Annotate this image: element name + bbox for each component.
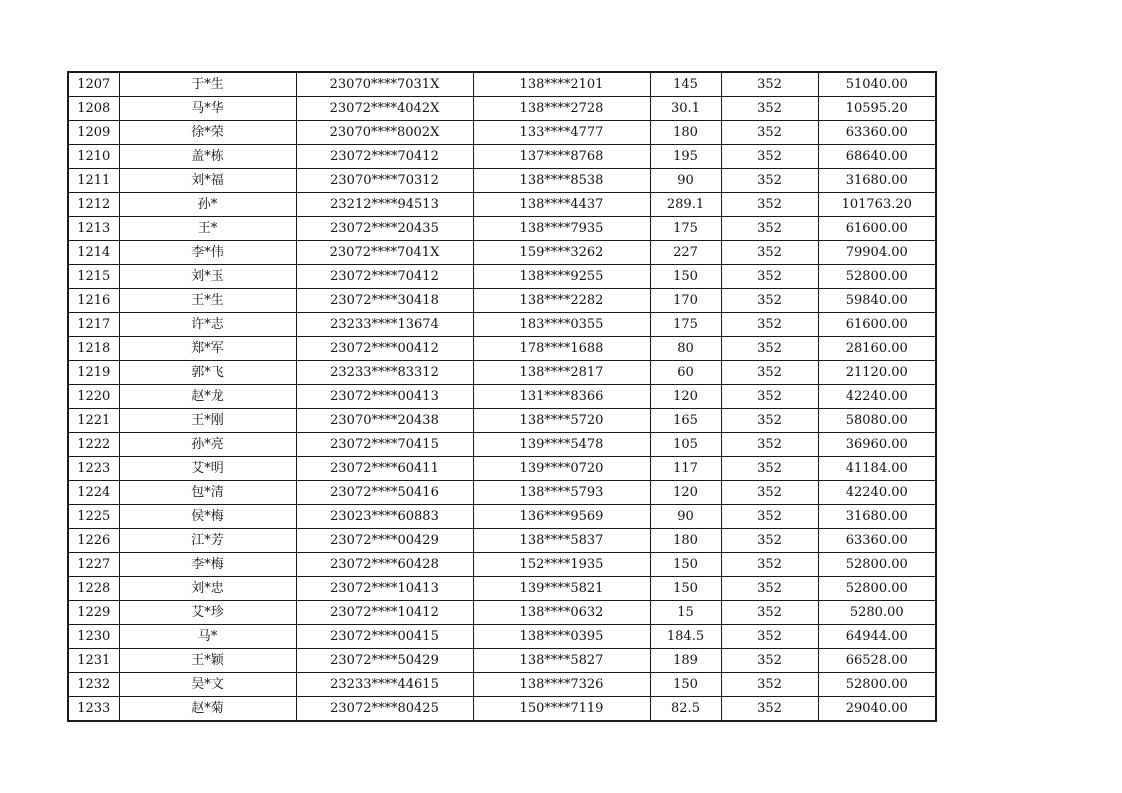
table-row [68,241,936,265]
amount-cell: 31680.00 [818,169,936,193]
unit-price-cell: 352 [721,697,818,722]
row-number-cell: 1227 [68,553,119,577]
id-number-cell: 23072****30418 [296,289,473,313]
row-number-cell: 1221 [68,409,119,433]
row-number-cell: 1222 [68,433,119,457]
name-cell: 王*颖 [119,649,296,673]
unit-price-cell: 352 [721,577,818,601]
name-cell: 刘*玉 [119,265,296,289]
name-cell: 包*清 [119,481,296,505]
data-table [67,71,937,722]
quantity-cell: 117 [650,457,721,481]
unit-price-cell: 352 [721,241,818,265]
unit-price-cell: 352 [721,97,818,121]
phone-cell: 138****5837 [473,529,650,553]
row-number-cell: 1229 [68,601,119,625]
phone-cell: 139****5478 [473,433,650,457]
amount-cell: 42240.00 [818,385,936,409]
row-number-cell: 1216 [68,289,119,313]
table-row [68,673,936,697]
table-row [68,265,936,289]
amount-cell: 68640.00 [818,145,936,169]
id-number-cell: 23072****10413 [296,577,473,601]
name-cell: 郭*飞 [119,361,296,385]
amount-cell: 64944.00 [818,625,936,649]
quantity-cell: 175 [650,313,721,337]
id-number-cell: 23072****00429 [296,529,473,553]
name-cell: 孙* [119,193,296,217]
table-row [68,72,936,97]
name-cell: 徐*荣 [119,121,296,145]
amount-cell: 61600.00 [818,313,936,337]
amount-cell: 59840.00 [818,289,936,313]
unit-price-cell: 352 [721,361,818,385]
amount-cell: 29040.00 [818,697,936,722]
unit-price-cell: 352 [721,553,818,577]
row-number-cell: 1220 [68,385,119,409]
unit-price-cell: 352 [721,649,818,673]
phone-cell: 139****5821 [473,577,650,601]
phone-cell: 138****5793 [473,481,650,505]
amount-cell: 31680.00 [818,505,936,529]
quantity-cell: 150 [650,673,721,697]
id-number-cell: 23072****60411 [296,457,473,481]
unit-price-cell: 352 [721,217,818,241]
amount-cell: 66528.00 [818,649,936,673]
amount-cell: 61600.00 [818,217,936,241]
id-number-cell: 23072****50416 [296,481,473,505]
id-number-cell: 23072****70412 [296,145,473,169]
phone-cell: 152****1935 [473,553,650,577]
phone-cell: 138****5720 [473,409,650,433]
phone-cell: 159****3262 [473,241,650,265]
table-row [68,97,936,121]
phone-cell: 138****2101 [473,72,650,97]
id-number-cell: 23070****20438 [296,409,473,433]
amount-cell: 52800.00 [818,553,936,577]
unit-price-cell: 352 [721,289,818,313]
amount-cell: 28160.00 [818,337,936,361]
name-cell: 王* [119,217,296,241]
quantity-cell: 90 [650,169,721,193]
table-row [68,649,936,673]
id-number-cell: 23072****50429 [296,649,473,673]
table-row [68,337,936,361]
phone-cell: 183****0355 [473,313,650,337]
table-row [68,385,936,409]
name-cell: 赵*龙 [119,385,296,409]
unit-price-cell: 352 [721,481,818,505]
table-row [68,577,936,601]
phone-cell: 138****9255 [473,265,650,289]
name-cell: 盖*栋 [119,145,296,169]
quantity-cell: 175 [650,217,721,241]
amount-cell: 52800.00 [818,577,936,601]
unit-price-cell: 352 [721,313,818,337]
table-body [68,72,936,721]
row-number-cell: 1218 [68,337,119,361]
name-cell: 艾*珍 [119,601,296,625]
quantity-cell: 184.5 [650,625,721,649]
row-number-cell: 1207 [68,72,119,97]
unit-price-cell: 352 [721,193,818,217]
unit-price-cell: 352 [721,529,818,553]
table-row [68,481,936,505]
amount-cell: 42240.00 [818,481,936,505]
quantity-cell: 150 [650,577,721,601]
table-row [68,625,936,649]
id-number-cell: 23072****70412 [296,265,473,289]
unit-price-cell: 352 [721,337,818,361]
name-cell: 王*刚 [119,409,296,433]
amount-cell: 63360.00 [818,529,936,553]
amount-cell: 21120.00 [818,361,936,385]
unit-price-cell: 352 [721,457,818,481]
id-number-cell: 23233****44615 [296,673,473,697]
quantity-cell: 150 [650,553,721,577]
row-number-cell: 1232 [68,673,119,697]
unit-price-cell: 352 [721,169,818,193]
table-row [68,169,936,193]
amount-cell: 52800.00 [818,673,936,697]
row-number-cell: 1226 [68,529,119,553]
row-number-cell: 1214 [68,241,119,265]
quantity-cell: 195 [650,145,721,169]
quantity-cell: 82.5 [650,697,721,722]
amount-cell: 41184.00 [818,457,936,481]
name-cell: 刘*福 [119,169,296,193]
quantity-cell: 120 [650,385,721,409]
table-row [68,457,936,481]
row-number-cell: 1228 [68,577,119,601]
phone-cell: 139****0720 [473,457,650,481]
row-number-cell: 1212 [68,193,119,217]
table-row [68,529,936,553]
phone-cell: 136****9569 [473,505,650,529]
row-number-cell: 1215 [68,265,119,289]
phone-cell: 138****2282 [473,289,650,313]
id-number-cell: 23072****10412 [296,601,473,625]
row-number-cell: 1210 [68,145,119,169]
name-cell: 吴*文 [119,673,296,697]
quantity-cell: 120 [650,481,721,505]
phone-cell: 131****8366 [473,385,650,409]
table-row [68,433,936,457]
amount-cell: 101763.20 [818,193,936,217]
phone-cell: 150****7119 [473,697,650,722]
row-number-cell: 1230 [68,625,119,649]
row-number-cell: 1233 [68,697,119,722]
quantity-cell: 30.1 [650,97,721,121]
unit-price-cell: 352 [721,385,818,409]
quantity-cell: 15 [650,601,721,625]
quantity-cell: 165 [650,409,721,433]
phone-cell: 138****2728 [473,97,650,121]
phone-cell: 138****7326 [473,673,650,697]
phone-cell: 133****4777 [473,121,650,145]
table-row [68,697,936,722]
quantity-cell: 60 [650,361,721,385]
quantity-cell: 180 [650,121,721,145]
unit-price-cell: 352 [721,72,818,97]
id-number-cell: 23072****00413 [296,385,473,409]
name-cell: 刘*忠 [119,577,296,601]
name-cell: 马* [119,625,296,649]
table-row [68,409,936,433]
table-row [68,145,936,169]
id-number-cell: 23072****80425 [296,697,473,722]
unit-price-cell: 352 [721,433,818,457]
table-row [68,553,936,577]
quantity-cell: 80 [650,337,721,361]
name-cell: 李*伟 [119,241,296,265]
id-number-cell: 23070****70312 [296,169,473,193]
name-cell: 孙*亮 [119,433,296,457]
amount-cell: 36960.00 [818,433,936,457]
id-number-cell: 23233****83312 [296,361,473,385]
id-number-cell: 23072****20435 [296,217,473,241]
name-cell: 赵*菊 [119,697,296,722]
unit-price-cell: 352 [721,145,818,169]
name-cell: 李*梅 [119,553,296,577]
phone-cell: 138****0395 [473,625,650,649]
id-number-cell: 23072****60428 [296,553,473,577]
quantity-cell: 289.1 [650,193,721,217]
amount-cell: 58080.00 [818,409,936,433]
phone-cell: 138****8538 [473,169,650,193]
table-row [68,217,936,241]
row-number-cell: 1223 [68,457,119,481]
phone-cell: 138****5827 [473,649,650,673]
amount-cell: 51040.00 [818,72,936,97]
unit-price-cell: 352 [721,121,818,145]
quantity-cell: 105 [650,433,721,457]
row-number-cell: 1219 [68,361,119,385]
name-cell: 王*生 [119,289,296,313]
name-cell: 于*生 [119,72,296,97]
quantity-cell: 150 [650,265,721,289]
row-number-cell: 1208 [68,97,119,121]
id-number-cell: 23070****7031X [296,72,473,97]
table-row [68,361,936,385]
id-number-cell: 23070****8002X [296,121,473,145]
phone-cell: 137****8768 [473,145,650,169]
id-number-cell: 23072****7041X [296,241,473,265]
row-number-cell: 1224 [68,481,119,505]
amount-cell: 10595.20 [818,97,936,121]
id-number-cell: 23212****94513 [296,193,473,217]
name-cell: 郑*军 [119,337,296,361]
row-number-cell: 1213 [68,217,119,241]
unit-price-cell: 352 [721,409,818,433]
table-row [68,505,936,529]
row-number-cell: 1231 [68,649,119,673]
quantity-cell: 170 [650,289,721,313]
amount-cell: 79904.00 [818,241,936,265]
phone-cell: 138****0632 [473,601,650,625]
name-cell: 许*志 [119,313,296,337]
id-number-cell: 23023****60883 [296,505,473,529]
amount-cell: 52800.00 [818,265,936,289]
row-number-cell: 1225 [68,505,119,529]
name-cell: 侯*梅 [119,505,296,529]
table-row [68,193,936,217]
id-number-cell: 23072****00415 [296,625,473,649]
name-cell: 马*华 [119,97,296,121]
table-row [68,601,936,625]
name-cell: 江*芳 [119,529,296,553]
quantity-cell: 145 [650,72,721,97]
table-row [68,313,936,337]
quantity-cell: 180 [650,529,721,553]
id-number-cell: 23072****4042X [296,97,473,121]
phone-cell: 138****4437 [473,193,650,217]
unit-price-cell: 352 [721,265,818,289]
row-number-cell: 1211 [68,169,119,193]
id-number-cell: 23233****13674 [296,313,473,337]
phone-cell: 138****2817 [473,361,650,385]
quantity-cell: 189 [650,649,721,673]
table-row [68,121,936,145]
amount-cell: 5280.00 [818,601,936,625]
row-number-cell: 1209 [68,121,119,145]
name-cell: 艾*明 [119,457,296,481]
unit-price-cell: 352 [721,505,818,529]
phone-cell: 178****1688 [473,337,650,361]
unit-price-cell: 352 [721,625,818,649]
phone-cell: 138****7935 [473,217,650,241]
id-number-cell: 23072****70415 [296,433,473,457]
quantity-cell: 227 [650,241,721,265]
amount-cell: 63360.00 [818,121,936,145]
unit-price-cell: 352 [721,601,818,625]
quantity-cell: 90 [650,505,721,529]
id-number-cell: 23072****00412 [296,337,473,361]
table-row [68,289,936,313]
row-number-cell: 1217 [68,313,119,337]
unit-price-cell: 352 [721,673,818,697]
